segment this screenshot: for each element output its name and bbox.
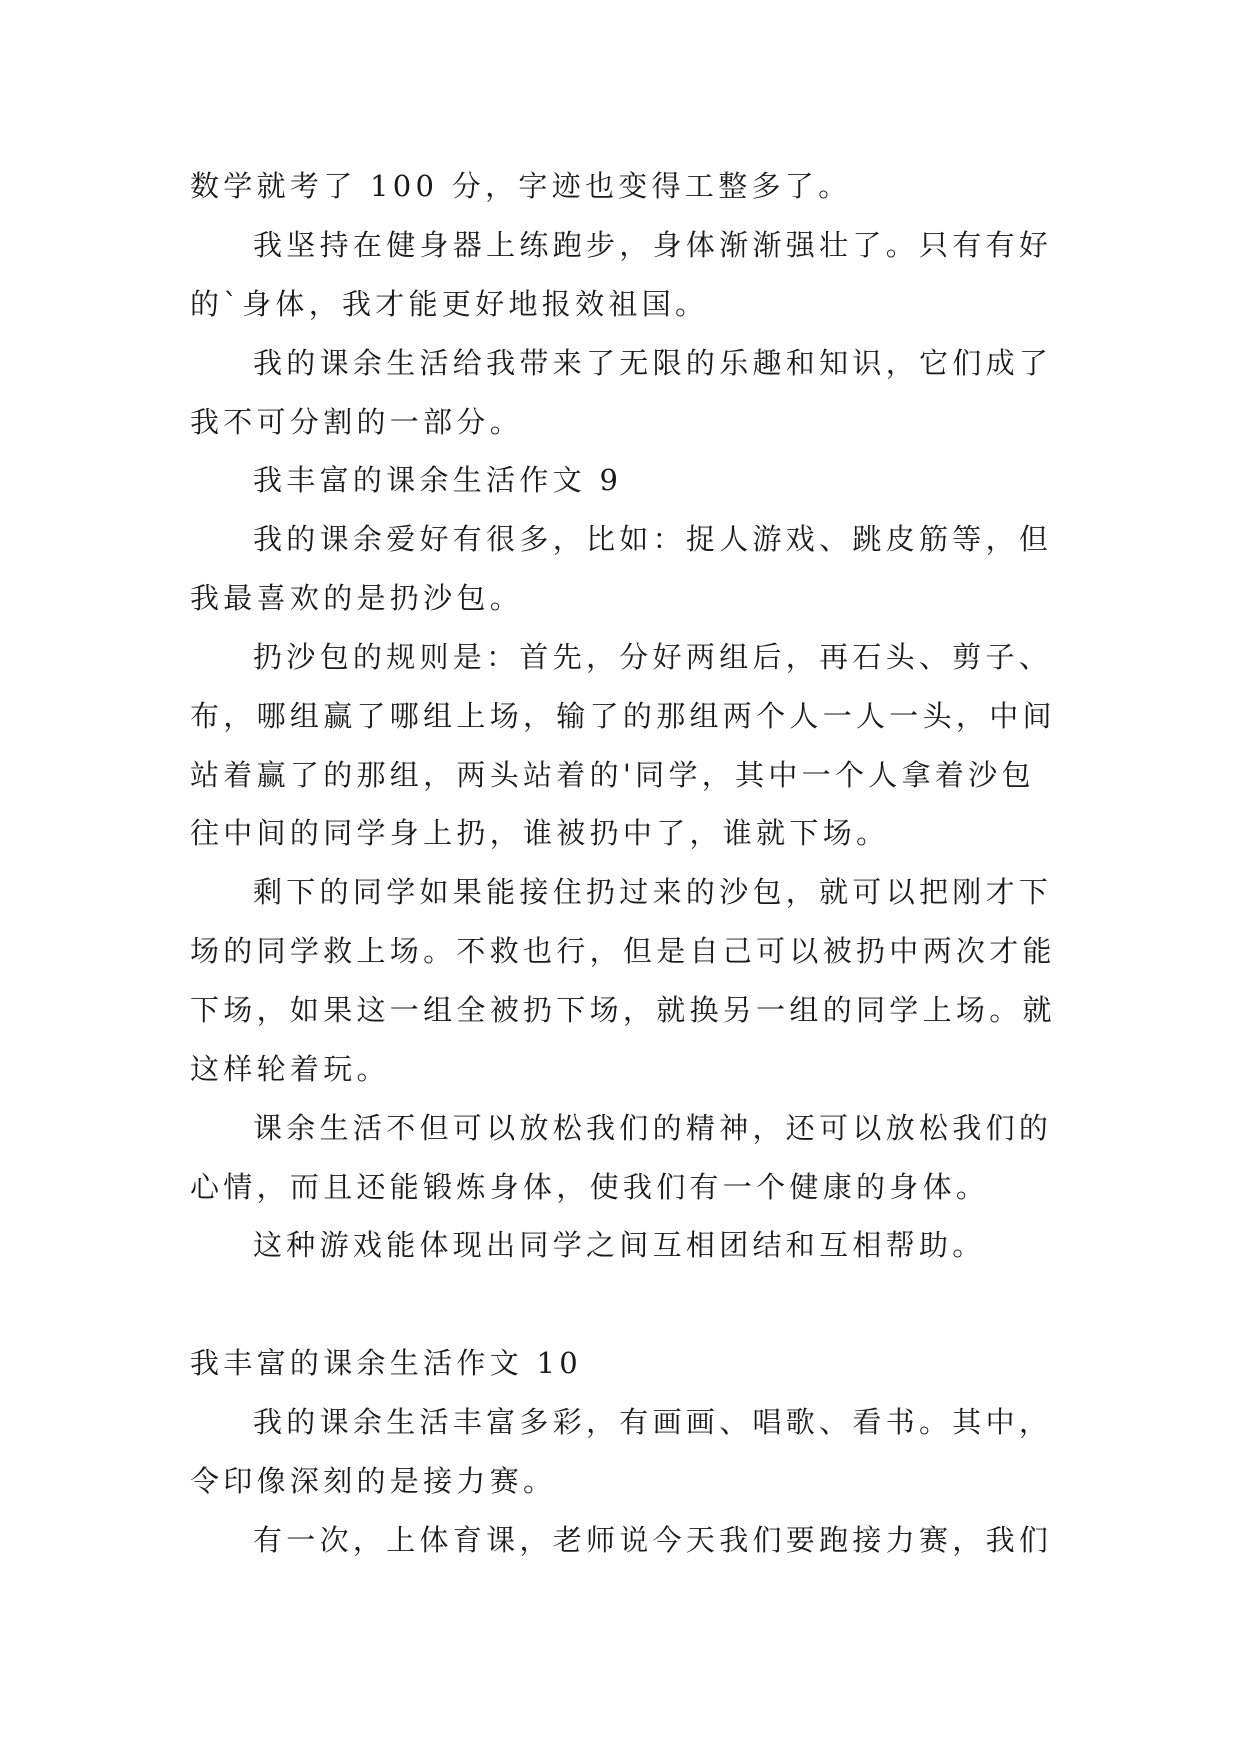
text-line: 场的同学救上场。不救也行，但是自己可以被扔中两次才能	[190, 934, 1056, 968]
paragraph-first-line: 剩下的同学如果能接住扔过来的沙包，就可以把刚才下	[253, 875, 1053, 909]
text-line: 心情，而且还能锻炼身体，使我们有一个健康的身体。	[190, 1170, 990, 1204]
text-line: 我不可分割的一部分。	[190, 405, 524, 439]
paragraph-first-line: 我的课余爱好有很多，比如：捉人游戏、跳皮筋等，但	[253, 522, 1053, 556]
section-heading: 我丰富的课余生活作文 10	[190, 1346, 583, 1380]
paragraph-first-line: 这种游戏能体现出同学之间互相团结和互相帮助。	[253, 1228, 986, 1262]
text-line: 令印像深刻的是接力赛。	[190, 1464, 557, 1498]
text-line: 下场，如果这一组全被扔下场，就换另一组的同学上场。就	[190, 993, 1056, 1027]
text-line: 往中间的同学身上扔，谁被扔中了，谁就下场。	[190, 816, 890, 850]
text-line: 的`身体，我才能更好地报效祖国。	[190, 287, 709, 321]
text-line: 布，哪组赢了哪组上场，输了的那组两个人一人一头，中间	[190, 699, 1056, 733]
paragraph-first-line: 我坚持在健身器上练跑步，身体渐渐强壮了。只有有好	[253, 228, 1053, 262]
paragraph-first-line: 课余生活不但可以放松我们的精神，还可以放松我们的	[253, 1111, 1053, 1145]
paragraph-first-line: 扔沙包的规则是：首先，分好两组后，再石头、剪子、	[253, 640, 1053, 674]
text-line: 站着赢了的那组，两头站着的'同学，其中一个人拿着沙包	[190, 758, 1035, 792]
paragraph-first-line: 我的课余生活丰富多彩，有画画、唱歌、看书。其中，	[253, 1405, 1053, 1439]
section-heading: 我丰富的课余生活作文 9	[253, 463, 623, 497]
paragraph-first-line: 有一次，上体育课，老师说今天我们要跑接力赛，我们	[253, 1523, 1053, 1557]
text-line: 这样轮着玩。	[190, 1052, 390, 1086]
paragraph-first-line: 我的课余生活给我带来了无限的乐趣和知识，它们成了	[253, 346, 1053, 380]
text-line: 数学就考了 100 分，字迹也变得工整多了。	[190, 169, 852, 203]
text-line: 我最喜欢的是扔沙包。	[190, 581, 524, 615]
